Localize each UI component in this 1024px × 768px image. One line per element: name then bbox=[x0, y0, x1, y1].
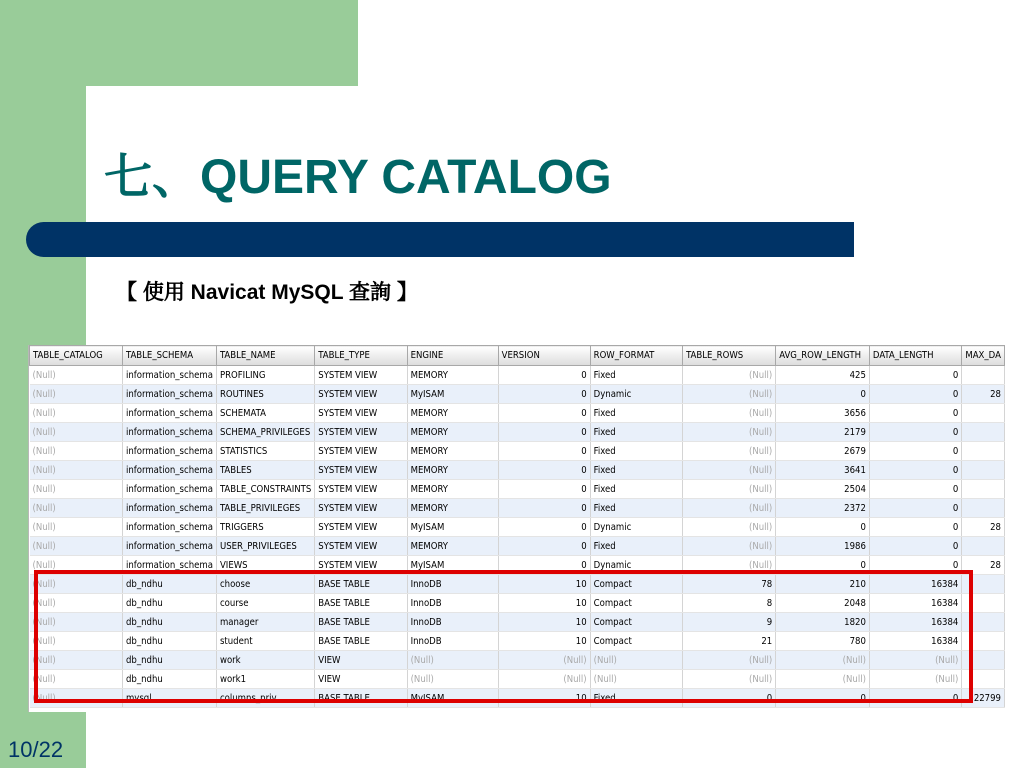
table-cell[interactable]: Dynamic bbox=[590, 518, 682, 537]
table-cell[interactable]: Fixed bbox=[590, 537, 682, 556]
table-cell[interactable]: (Null) bbox=[30, 385, 123, 404]
table-cell[interactable]: 0 bbox=[869, 556, 961, 575]
table-cell[interactable]: (Null) bbox=[683, 518, 776, 537]
table-cell[interactable]: TABLE_PRIVILEGES bbox=[216, 499, 314, 518]
table-cell[interactable]: BASE TABLE bbox=[315, 575, 407, 594]
table-cell[interactable]: (Null) bbox=[30, 480, 123, 499]
table-cell[interactable]: 0 bbox=[869, 537, 961, 556]
table-cell[interactable]: (Null) bbox=[30, 404, 123, 423]
table-cell[interactable]: SYSTEM VIEW bbox=[315, 404, 407, 423]
table-cell[interactable]: SYSTEM VIEW bbox=[315, 480, 407, 499]
table-row[interactable] bbox=[30, 518, 1005, 537]
slide-subtitle: 【 使用 Navicat MySQL 查詢 】 bbox=[116, 281, 418, 304]
title-underline-bar bbox=[26, 222, 854, 257]
table-cell[interactable]: (Null) bbox=[30, 366, 123, 385]
table-row[interactable] bbox=[30, 480, 1005, 499]
table-row[interactable] bbox=[30, 404, 1005, 423]
table-cell[interactable] bbox=[962, 404, 1005, 423]
table-row[interactable] bbox=[30, 385, 1005, 404]
page-number: 10/22 bbox=[8, 737, 64, 762]
table-cell[interactable] bbox=[962, 461, 1005, 480]
table-cell[interactable]: (Null) bbox=[683, 556, 776, 575]
table-cell[interactable] bbox=[962, 651, 1005, 670]
table-cell[interactable]: Compact bbox=[590, 594, 682, 613]
table-cell[interactable]: db_ndhu bbox=[122, 613, 216, 632]
table-cell[interactable]: Fixed bbox=[590, 461, 682, 480]
table-cell[interactable]: 16384 bbox=[869, 594, 961, 613]
column-header[interactable]: MAX_DA bbox=[962, 346, 1005, 366]
table-cell[interactable]: (Null) bbox=[776, 651, 870, 670]
table-cell[interactable]: 3656 bbox=[776, 404, 870, 423]
table-row[interactable] bbox=[30, 499, 1005, 518]
table-cell[interactable]: SYSTEM VIEW bbox=[315, 537, 407, 556]
table-cell[interactable]: 0 bbox=[498, 385, 590, 404]
table-cell[interactable]: Dynamic bbox=[590, 556, 682, 575]
column-header[interactable]: ENGINE bbox=[407, 346, 498, 366]
table-cell[interactable]: 0 bbox=[498, 423, 590, 442]
table-cell[interactable]: 425 bbox=[776, 366, 870, 385]
table-cell[interactable]: (Null) bbox=[407, 670, 498, 689]
table-cell[interactable]: db_ndhu bbox=[122, 594, 216, 613]
table-cell[interactable]: 2048 bbox=[776, 594, 870, 613]
table-cell[interactable]: Fixed bbox=[590, 689, 682, 708]
table-cell[interactable]: 8 bbox=[683, 594, 776, 613]
green-top-band bbox=[0, 0, 358, 86]
column-header[interactable]: TABLE_TYPE bbox=[315, 346, 407, 366]
table-cell[interactable]: 0 bbox=[498, 556, 590, 575]
table-cell[interactable] bbox=[962, 594, 1005, 613]
column-header[interactable]: TABLE_CATALOG bbox=[30, 346, 123, 366]
table-cell[interactable]: SYSTEM VIEW bbox=[315, 518, 407, 537]
table-cell[interactable]: 0 bbox=[869, 461, 961, 480]
table-cell[interactable]: Fixed bbox=[590, 499, 682, 518]
table-cell[interactable]: information_schema bbox=[122, 480, 216, 499]
table-cell[interactable]: 0 bbox=[869, 480, 961, 499]
table-cell[interactable]: 0 bbox=[869, 442, 961, 461]
table-cell[interactable]: (Null) bbox=[776, 670, 870, 689]
table-cell[interactable]: (Null) bbox=[498, 651, 590, 670]
table-cell[interactable]: 0 bbox=[498, 518, 590, 537]
table-cell[interactable]: 0 bbox=[498, 366, 590, 385]
table-cell[interactable]: (Null) bbox=[30, 556, 123, 575]
table-cell[interactable]: SYSTEM VIEW bbox=[315, 385, 407, 404]
table-cell[interactable]: 0 bbox=[683, 689, 776, 708]
table-cell[interactable]: (Null) bbox=[498, 670, 590, 689]
table-cell[interactable]: (Null) bbox=[30, 499, 123, 518]
table-cell[interactable]: BASE TABLE bbox=[315, 613, 407, 632]
table-cell[interactable]: 0 bbox=[776, 556, 870, 575]
table-cell[interactable]: (Null) bbox=[30, 537, 123, 556]
table-cell[interactable]: 16384 bbox=[869, 613, 961, 632]
table-cell[interactable]: MyISAM bbox=[407, 518, 498, 537]
table-cell[interactable]: 10 bbox=[498, 632, 590, 651]
table-row[interactable] bbox=[30, 575, 1005, 594]
table-cell[interactable]: (Null) bbox=[683, 537, 776, 556]
table-cell[interactable]: MyISAM bbox=[407, 689, 498, 708]
table-cell[interactable]: BASE TABLE bbox=[315, 632, 407, 651]
table-cell[interactable]: work1 bbox=[216, 670, 314, 689]
column-header[interactable]: TABLE_ROWS bbox=[683, 346, 776, 366]
table-cell[interactable] bbox=[962, 575, 1005, 594]
table-cell[interactable]: 1820 bbox=[776, 613, 870, 632]
table-cell[interactable]: information_schema bbox=[122, 385, 216, 404]
table-cell[interactable]: 10 bbox=[498, 575, 590, 594]
table-row[interactable] bbox=[30, 366, 1005, 385]
table-cell[interactable]: (Null) bbox=[683, 366, 776, 385]
table-cell[interactable] bbox=[962, 480, 1005, 499]
table-cell[interactable]: PROFILING bbox=[216, 366, 314, 385]
table-row[interactable] bbox=[30, 423, 1005, 442]
table-cell[interactable]: columns_priv bbox=[216, 689, 314, 708]
table-cell[interactable]: (Null) bbox=[683, 480, 776, 499]
table-cell[interactable]: SCHEMA_PRIVILEGES bbox=[216, 423, 314, 442]
table-cell[interactable]: (Null) bbox=[30, 594, 123, 613]
table-row[interactable] bbox=[30, 442, 1005, 461]
table-cell[interactable]: db_ndhu bbox=[122, 632, 216, 651]
table-cell[interactable]: 2504 bbox=[776, 480, 870, 499]
table-cell[interactable]: USER_PRIVILEGES bbox=[216, 537, 314, 556]
table-cell[interactable]: (Null) bbox=[590, 651, 682, 670]
table-cell[interactable]: Fixed bbox=[590, 480, 682, 499]
table-cell[interactable]: 0 bbox=[869, 404, 961, 423]
table-row[interactable] bbox=[30, 537, 1005, 556]
table-cell[interactable]: manager bbox=[216, 613, 314, 632]
table-cell[interactable]: (Null) bbox=[30, 423, 123, 442]
table-cell[interactable] bbox=[962, 442, 1005, 461]
table-cell[interactable]: MEMORY bbox=[407, 537, 498, 556]
table-cell[interactable]: MyISAM bbox=[407, 385, 498, 404]
table-cell[interactable]: VIEW bbox=[315, 670, 407, 689]
table-header-row bbox=[30, 346, 1005, 366]
table-cell[interactable]: 0 bbox=[776, 689, 870, 708]
table-row[interactable] bbox=[30, 670, 1005, 689]
table-cell[interactable]: ROUTINES bbox=[216, 385, 314, 404]
table-cell[interactable]: (Null) bbox=[869, 651, 961, 670]
table-cell[interactable]: VIEWS bbox=[216, 556, 314, 575]
table-cell[interactable]: (Null) bbox=[30, 632, 123, 651]
table-cell[interactable]: 28 bbox=[962, 385, 1005, 404]
table-cell[interactable] bbox=[962, 632, 1005, 651]
table-cell[interactable]: SYSTEM VIEW bbox=[315, 366, 407, 385]
table-cell[interactable]: (Null) bbox=[683, 461, 776, 480]
table-cell[interactable]: (Null) bbox=[30, 651, 123, 670]
table-cell[interactable]: 16384 bbox=[869, 632, 961, 651]
table-cell[interactable]: 2179 bbox=[776, 423, 870, 442]
table-cell[interactable]: SYSTEM VIEW bbox=[315, 556, 407, 575]
table-cell[interactable]: information_schema bbox=[122, 537, 216, 556]
table-cell[interactable]: (Null) bbox=[590, 670, 682, 689]
table-cell[interactable]: information_schema bbox=[122, 518, 216, 537]
table-cell[interactable]: information_schema bbox=[122, 556, 216, 575]
table-cell[interactable]: information_schema bbox=[122, 461, 216, 480]
table-cell[interactable]: (Null) bbox=[30, 442, 123, 461]
table-cell[interactable]: 16384 bbox=[869, 575, 961, 594]
table-cell[interactable]: information_schema bbox=[122, 404, 216, 423]
table-cell[interactable]: 28 bbox=[962, 518, 1005, 537]
table-row[interactable] bbox=[30, 689, 1005, 708]
table-cell[interactable]: SYSTEM VIEW bbox=[315, 423, 407, 442]
table-cell[interactable]: work bbox=[216, 651, 314, 670]
table-cell[interactable]: 0 bbox=[498, 537, 590, 556]
table-row[interactable] bbox=[30, 556, 1005, 575]
table-cell[interactable]: 0 bbox=[869, 499, 961, 518]
table-cell[interactable]: db_ndhu bbox=[122, 651, 216, 670]
table-cell[interactable]: 10 bbox=[498, 613, 590, 632]
table-cell[interactable]: (Null) bbox=[683, 651, 776, 670]
table-cell[interactable]: 21 bbox=[683, 632, 776, 651]
table-cell[interactable]: Compact bbox=[590, 575, 682, 594]
table-cell[interactable]: Fixed bbox=[590, 423, 682, 442]
table-cell[interactable]: (Null) bbox=[30, 575, 123, 594]
table-cell[interactable]: InnoDB bbox=[407, 594, 498, 613]
table-cell[interactable]: (Null) bbox=[683, 385, 776, 404]
table-cell[interactable]: 0 bbox=[776, 518, 870, 537]
table-cell[interactable]: 0 bbox=[869, 385, 961, 404]
table-cell[interactable]: 0 bbox=[498, 404, 590, 423]
table-cell[interactable]: Fixed bbox=[590, 366, 682, 385]
table-cell[interactable]: MEMORY bbox=[407, 499, 498, 518]
table-cell[interactable] bbox=[962, 499, 1005, 518]
table-cell[interactable]: TABLE_CONSTRAINTS bbox=[216, 480, 314, 499]
table-cell[interactable]: BASE TABLE bbox=[315, 594, 407, 613]
table-cell[interactable]: 0 bbox=[869, 423, 961, 442]
table-cell[interactable]: MEMORY bbox=[407, 423, 498, 442]
table-cell[interactable]: InnoDB bbox=[407, 613, 498, 632]
table-cell[interactable]: (Null) bbox=[30, 518, 123, 537]
table-cell[interactable]: (Null) bbox=[869, 670, 961, 689]
table-cell[interactable]: InnoDB bbox=[407, 632, 498, 651]
table-cell[interactable]: BASE TABLE bbox=[315, 689, 407, 708]
table-cell[interactable]: information_schema bbox=[122, 442, 216, 461]
table-cell[interactable]: (Null) bbox=[407, 651, 498, 670]
table-cell[interactable]: 28 bbox=[962, 556, 1005, 575]
table-cell[interactable]: (Null) bbox=[30, 670, 123, 689]
table-cell[interactable]: MEMORY bbox=[407, 461, 498, 480]
slide-title: 七、QUERY CATALOG bbox=[104, 151, 612, 204]
column-header[interactable]: ROW_FORMAT bbox=[590, 346, 682, 366]
table-cell[interactable] bbox=[962, 423, 1005, 442]
table-cell[interactable]: 0 bbox=[498, 442, 590, 461]
table-cell[interactable]: SYSTEM VIEW bbox=[315, 499, 407, 518]
table-row[interactable] bbox=[30, 632, 1005, 651]
table-cell[interactable]: information_schema bbox=[122, 499, 216, 518]
table-cell[interactable]: (Null) bbox=[30, 613, 123, 632]
table-cell[interactable]: 0 bbox=[869, 366, 961, 385]
table-cell[interactable]: SYSTEM VIEW bbox=[315, 442, 407, 461]
table-cell[interactable]: db_ndhu bbox=[122, 575, 216, 594]
table-cell[interactable]: (Null) bbox=[30, 461, 123, 480]
table-cell[interactable]: course bbox=[216, 594, 314, 613]
table-cell[interactable]: choose bbox=[216, 575, 314, 594]
table-cell[interactable]: 0 bbox=[498, 480, 590, 499]
table-cell[interactable]: InnoDB bbox=[407, 575, 498, 594]
catalog-results-grid[interactable] bbox=[28, 345, 1005, 712]
table-cell[interactable]: 210 bbox=[776, 575, 870, 594]
table-cell[interactable]: MEMORY bbox=[407, 442, 498, 461]
table-cell[interactable]: 9 bbox=[683, 613, 776, 632]
table-cell[interactable] bbox=[962, 670, 1005, 689]
table-cell[interactable]: 0 bbox=[869, 689, 961, 708]
column-header[interactable]: TABLE_NAME bbox=[216, 346, 314, 366]
table-cell[interactable]: (Null) bbox=[683, 499, 776, 518]
table-cell[interactable]: TRIGGERS bbox=[216, 518, 314, 537]
table-cell[interactable]: STATISTICS bbox=[216, 442, 314, 461]
table-cell[interactable]: 0 bbox=[869, 518, 961, 537]
table-cell[interactable]: 22799 bbox=[962, 689, 1005, 708]
table-row[interactable] bbox=[30, 651, 1005, 670]
table-row[interactable] bbox=[30, 594, 1005, 613]
table-cell[interactable] bbox=[962, 537, 1005, 556]
table-cell[interactable]: 10 bbox=[498, 689, 590, 708]
table-cell[interactable]: Compact bbox=[590, 632, 682, 651]
table-cell[interactable]: 2679 bbox=[776, 442, 870, 461]
table-cell[interactable]: 1986 bbox=[776, 537, 870, 556]
table-cell[interactable]: MEMORY bbox=[407, 366, 498, 385]
table-cell[interactable]: Compact bbox=[590, 613, 682, 632]
table-cell[interactable]: (Null) bbox=[683, 442, 776, 461]
table-cell[interactable]: (Null) bbox=[683, 670, 776, 689]
table-cell[interactable]: information_schema bbox=[122, 423, 216, 442]
table-cell[interactable]: (Null) bbox=[683, 404, 776, 423]
column-header[interactable]: TABLE_SCHEMA bbox=[122, 346, 216, 366]
table-cell[interactable] bbox=[962, 366, 1005, 385]
table-row[interactable] bbox=[30, 461, 1005, 480]
table-cell[interactable]: 0 bbox=[498, 499, 590, 518]
table-cell[interactable]: (Null) bbox=[683, 423, 776, 442]
table-row[interactable] bbox=[30, 613, 1005, 632]
table-cell[interactable]: SYSTEM VIEW bbox=[315, 461, 407, 480]
table-cell[interactable]: 2372 bbox=[776, 499, 870, 518]
table-cell[interactable]: SCHEMATA bbox=[216, 404, 314, 423]
table-cell[interactable]: mysql bbox=[122, 689, 216, 708]
table-cell[interactable]: (Null) bbox=[30, 689, 123, 708]
table-cell[interactable]: 0 bbox=[498, 461, 590, 480]
table-cell[interactable]: 78 bbox=[683, 575, 776, 594]
table-cell[interactable]: 780 bbox=[776, 632, 870, 651]
table-cell[interactable]: information_schema bbox=[122, 366, 216, 385]
table-cell[interactable]: Dynamic bbox=[590, 385, 682, 404]
table-cell[interactable]: VIEW bbox=[315, 651, 407, 670]
table-cell[interactable]: Fixed bbox=[590, 404, 682, 423]
table-cell[interactable] bbox=[962, 613, 1005, 632]
table-cell[interactable]: MEMORY bbox=[407, 404, 498, 423]
table-cell[interactable]: 3641 bbox=[776, 461, 870, 480]
table-cell[interactable]: 0 bbox=[776, 385, 870, 404]
column-header[interactable]: VERSION bbox=[498, 346, 590, 366]
results-table bbox=[29, 345, 1005, 708]
table-cell[interactable]: Fixed bbox=[590, 442, 682, 461]
table-cell[interactable]: MEMORY bbox=[407, 480, 498, 499]
table-cell[interactable]: MyISAM bbox=[407, 556, 498, 575]
column-header[interactable]: DATA_LENGTH bbox=[869, 346, 961, 366]
table-cell[interactable]: 10 bbox=[498, 594, 590, 613]
table-cell[interactable]: TABLES bbox=[216, 461, 314, 480]
table-cell[interactable]: db_ndhu bbox=[122, 670, 216, 689]
column-header[interactable]: AVG_ROW_LENGTH bbox=[776, 346, 870, 366]
table-cell[interactable]: student bbox=[216, 632, 314, 651]
